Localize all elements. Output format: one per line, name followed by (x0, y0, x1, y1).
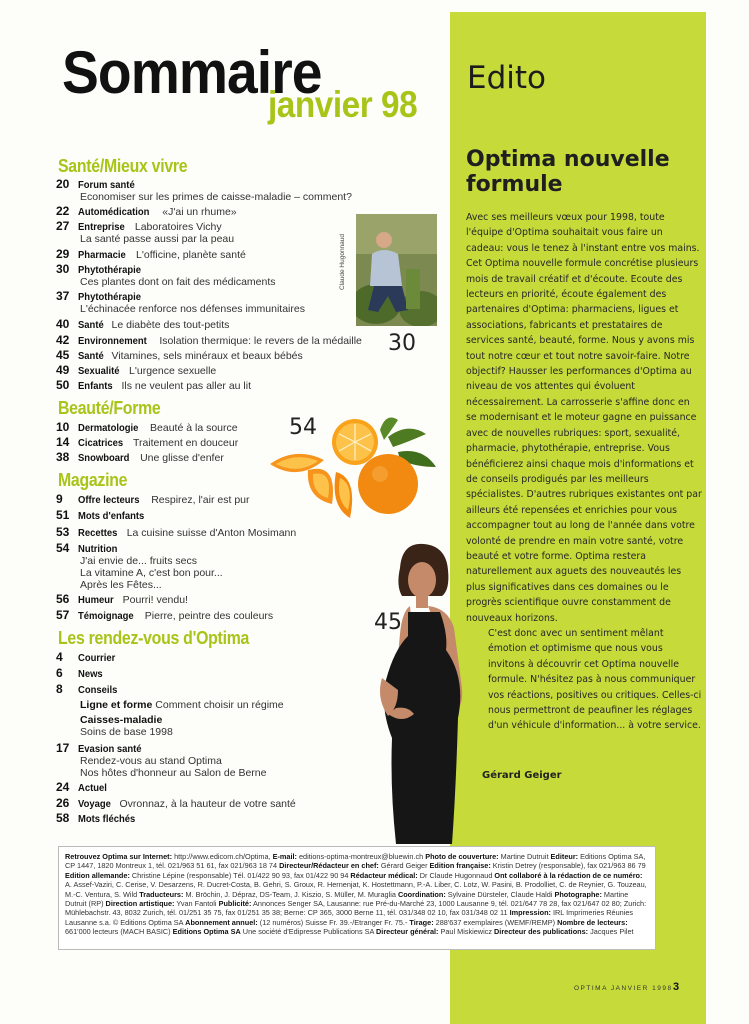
toc-page-number: 38 (56, 450, 70, 464)
toc-entry[interactable] (56, 290, 305, 315)
credits-box (58, 846, 656, 950)
credit-label: Abonnement annuel: (185, 917, 258, 927)
toc-page-number: 4 (56, 650, 63, 664)
toc-category: Conseils (78, 684, 118, 696)
toc-page-number: 6 (56, 666, 63, 680)
toc-category: Actuel (78, 782, 107, 794)
toc-entry[interactable] (56, 609, 273, 622)
toc-category: Humeur (78, 594, 114, 606)
toc-subtitle: La santé passe aussi par la peau (80, 233, 235, 245)
credit-label: Edition française: (429, 861, 491, 871)
toc-category: Offre lecteurs (78, 494, 140, 506)
edito-body (466, 210, 702, 734)
toc-entry[interactable] (56, 526, 296, 539)
credit-label: Traducteurs: (139, 889, 184, 899)
toc-text: Traitement en douceur (132, 437, 239, 449)
toc-category: Snowboard (78, 452, 130, 464)
toc-entry[interactable] (56, 781, 112, 794)
toc-page-number: 56 (56, 592, 70, 606)
toc-subtitle: L'échinacée renforce nos défenses immunitaires (80, 303, 305, 315)
credit-value: 661'000 lecteurs (MACH BASIC) (65, 927, 173, 937)
toc-category: Automédication (78, 206, 150, 218)
toc-category: Santé (78, 319, 104, 331)
edito-heading: Edito (467, 60, 546, 96)
toc-entry[interactable] (56, 248, 246, 261)
credit-value: Martine Dutruit (498, 852, 551, 861)
toc-page-number: 8 (56, 682, 63, 696)
toc-page-number: 58 (56, 811, 70, 825)
toc-subentry[interactable] (80, 714, 173, 738)
toc-category: Témoignage (78, 610, 134, 622)
credit-value: M. Bröchin, J. Dépraz, DS-Team, J. Kiszio, S. Müller, M. Muraglia (183, 889, 398, 899)
toc-category: Caisses-maladie (80, 714, 163, 726)
toc-page-number: 37 (56, 289, 70, 303)
toc-category: Evasion santé (78, 743, 142, 755)
credit-value: Editions Optima SA, CP 1447, 1820 Montreux 1, tél. 021/963 51 61, fax 021/963 18 74 (65, 852, 646, 871)
toc-category: Environnement (78, 335, 147, 347)
toc-category: Pharmacie (78, 249, 126, 261)
toc-entry[interactable] (56, 651, 121, 664)
credit-label: Editions Optima SA (172, 927, 241, 937)
credit-value[interactable]: http://www.edicom.ch/Optima, (172, 852, 273, 861)
toc-entry[interactable] (56, 509, 154, 522)
toc-text: L'officine, planète santé (136, 249, 246, 261)
toc-entry[interactable] (56, 667, 107, 680)
credit-value: 288'637 exemplaires (WEMF/REMP) (433, 917, 558, 927)
toc-entry[interactable] (56, 593, 188, 606)
section-heading-beaute: Beauté/Forme (58, 398, 161, 418)
toc-category: News (78, 668, 103, 680)
toc-page-number: 30 (56, 262, 70, 276)
toc-page-number: 57 (56, 608, 70, 622)
toc-text: Beauté à la source (150, 422, 238, 434)
credit-label: Direction artistique: (105, 899, 175, 909)
section-heading-magazine: Magazine (58, 470, 128, 490)
page-title: Sommaire (62, 39, 322, 106)
toc-category: Enfants (78, 380, 113, 392)
credit-label: Retrouvez Optima sur Internet: (65, 852, 173, 861)
footer-page-number: 3 (673, 981, 680, 993)
credit-value: Une société d'Edipresse Publications SA (240, 927, 377, 937)
toc-entry[interactable] (56, 220, 234, 245)
toc-page-number: 14 (56, 435, 70, 449)
toc-page-number: 20 (56, 177, 70, 191)
toc-entry[interactable] (56, 364, 216, 377)
credit-value: Gérard Geiger (378, 861, 430, 871)
toc-entry[interactable] (56, 451, 224, 464)
credit-value: Jacques Pilet (588, 927, 634, 937)
credit-label: Directeur des publications: (494, 927, 589, 937)
toc-category: Ligne et forme (80, 699, 153, 711)
toc-page-number: 50 (56, 378, 70, 392)
credit-label: Photographe: (554, 889, 602, 899)
toc-subtitle: J'ai envie de... fruits secs (80, 555, 197, 567)
credit-label: Rédacteur médical: (350, 870, 418, 880)
toc-category: Santé (78, 350, 104, 362)
toc-entry[interactable] (56, 263, 276, 288)
toc-page-number: 26 (56, 796, 70, 810)
credit-label: Publicité: (218, 899, 252, 909)
toc-subtitle: Rendez-vous au stand Optima (80, 755, 222, 767)
pregnant-woman-photo (362, 538, 474, 846)
edito-signature: Gérard Geiger (482, 770, 562, 781)
toc-text: Pierre, peintre des couleurs (144, 610, 274, 622)
toc-entry[interactable] (56, 178, 352, 203)
oranges-illustration (258, 412, 442, 522)
toc-category: Mots d'enfants (78, 510, 145, 522)
toc-page-number: 17 (56, 741, 70, 755)
credit-value: (12 numéros) Suisse Fr. 39.-/Etranger Fr. 75.- (257, 917, 410, 927)
credit-value: A. Assef-Vaziri, C. Cerise, V. Desarzens, R. Ducret-Costa, B. Gehri, S. Groux, R. Hernenjat, K. Hostettmann, P.-A. Liber, C. Lotz, W. Pasini, B. Prodolliet, C. de Reynier, G. Touzeau, M.-C. Ventura, S. Wild (65, 880, 647, 899)
toc-entry[interactable] (56, 436, 238, 449)
toc-subtitle: Après les Fêtes... (80, 579, 162, 591)
section-heading-sante: Santé/Mieux vivre (58, 156, 188, 176)
toc-page-number: 10 (56, 420, 70, 434)
toc-text: «J'ai un rhume» (162, 206, 237, 218)
credit-label: Ont collaboré à la rédaction de ce numéro: (494, 870, 643, 880)
edito-paragraph-2: C'est donc avec un sentiment mêlant émotion et optimisme que nous vous invitons à découvrir cet Optima nouvelle formule. N'hésitez pas à nous communiquer vos réactions, positives ou critiques. Celles-ci nous permettront de peaufiner les réglages d'un véhicule d'information... à votre service. (488, 627, 702, 732)
toc-text: Comment choisir un régime (155, 699, 284, 711)
toc-category: Entreprise (78, 221, 125, 233)
credit-value[interactable]: editions-optima-montreux@bluewin.ch (296, 852, 426, 861)
toc-entry[interactable] (56, 812, 144, 825)
photo-page-number: 30 (388, 331, 416, 356)
toc-entry[interactable] (56, 742, 266, 779)
photo-herbalist[interactable] (356, 214, 437, 326)
credit-label: Tirage: (409, 917, 434, 927)
toc-text: Ils ne veulent pas aller au lit (121, 380, 252, 392)
toc-category: Courrier (78, 652, 116, 664)
issue-date: janvier 98 (268, 84, 418, 125)
toc-category: Recettes (78, 527, 118, 539)
toc-entry[interactable] (56, 318, 229, 331)
woman-page-number: 45 (374, 610, 402, 635)
toc-text: Laboratoires Vichy (134, 221, 222, 233)
toc-page-number: 24 (56, 780, 70, 794)
credit-value: Christine Lépine (responsable) Tél. 01/422 90 93, fax 01/422 90 94 (129, 870, 351, 880)
toc-subentry[interactable] (80, 699, 284, 711)
toc-page-number: 40 (56, 317, 70, 331)
photo-herbalist-art (356, 214, 437, 326)
toc-category: Phytothérapie (78, 291, 142, 303)
credit-label: Editeur: (550, 852, 579, 861)
toc-page-number: 54 (56, 541, 70, 555)
toc-category: Dermatologie (78, 422, 139, 434)
toc-entry[interactable] (56, 421, 238, 434)
toc-text: L'urgence sexuelle (129, 365, 217, 377)
credit-label: E-mail: (272, 852, 297, 861)
toc-page-number: 49 (56, 363, 70, 377)
toc-entry[interactable] (56, 493, 250, 506)
credit-value: Paul Miskiewicz (438, 927, 495, 937)
toc-subtitle: Ces plantes dont on fait des médicaments (80, 276, 276, 288)
credit-label: Nombre de lecteurs: (557, 917, 628, 927)
toc-page-number: 51 (56, 508, 70, 522)
credit-value: IRL Imprimeries Réunies Lausanne s.a. © Editions Optima SA (65, 908, 634, 927)
toc-page-number: 9 (56, 492, 63, 506)
credit-label: Directeur/Rédacteur en chef: (279, 861, 379, 871)
credit-value: Martine Dutruit (RP) (65, 889, 629, 909)
credit-value: Dr Claude Hugonnaud (417, 870, 495, 880)
toc-entry[interactable] (56, 349, 303, 362)
toc-text: Le diabète des tout-petits (111, 319, 230, 331)
edito-title: Optima nouvelle formule (466, 147, 670, 197)
section-heading-rendez-vous: Les rendez-vous d'Optima (58, 628, 250, 648)
credit-label: Impression: (509, 908, 551, 918)
toc-subtitle: Economiser sur les primes de caisse-maladie – comment? (80, 191, 352, 203)
footer-magazine-name: OPTIMA JANVIER 1998 (574, 985, 673, 992)
toc-entry[interactable] (56, 542, 223, 591)
toc-category: Cicatrices (78, 437, 124, 449)
toc-category: Sexualité (78, 365, 120, 377)
toc-category: Forum santé (78, 179, 135, 191)
credit-label: Photo de couverture: (425, 852, 499, 861)
credit-value: Yvan Fantoli (174, 899, 219, 909)
toc-entry[interactable] (56, 334, 362, 347)
credit-value: Annonces Senger SA, Lausanne: rue Pré-du-Marché 23, 1000 Lausanne 9, tél. 021/647 78 28, fax 021/647 02 80; Zurich: Mühlebachstr. 43, 8032 Zurich, tél. 01/251 35 75, fax 01/251 35 38; Berne: CP 365, 3000 Berne 11, tél. 031/348 02 10, fax 031/348 02 11 (65, 899, 647, 918)
oranges-page-number: 54 (289, 415, 317, 440)
credit-label: Directeur général: (376, 927, 439, 937)
toc-entry[interactable] (56, 205, 237, 218)
toc-page-number: 27 (56, 219, 70, 233)
toc-page-number: 53 (56, 525, 70, 539)
toc-page-number: 22 (56, 204, 70, 218)
toc-entry[interactable] (56, 797, 296, 810)
toc-text: Ovronnaz, à la hauteur de votre santé (119, 798, 296, 810)
photo-credit: Claude Hugonnaud (339, 233, 346, 290)
credit-value: Sylvaine Dürsteler, Claude Haldi (445, 889, 555, 899)
toc-page-number: 29 (56, 247, 70, 261)
toc-text: Respirez, l'air est pur (151, 494, 250, 506)
toc-entry[interactable] (56, 683, 124, 696)
toc-page-number: 45 (56, 348, 70, 362)
toc-category: Voyage (78, 798, 111, 810)
credit-label: Coordination: (397, 889, 446, 899)
toc-text: La cuisine suisse d'Anton Mosimann (126, 527, 297, 539)
toc-subtitle: Nos hôtes d'honneur au Salon de Berne (80, 767, 267, 779)
toc-subtitle: Soins de base 1998 (80, 726, 173, 738)
toc-text: Une glisse d'enfer (140, 452, 224, 464)
toc-subtitle: La vitamine A, c'est bon pour... (80, 567, 223, 579)
toc-text: Isolation thermique: le revers de la médaille (159, 335, 362, 347)
toc-category: Nutrition (78, 543, 118, 555)
toc-text: Pourri! vendu! (122, 594, 188, 606)
toc-category: Phytothérapie (78, 264, 142, 276)
toc-entry[interactable] (56, 379, 251, 392)
toc-page-number: 42 (56, 333, 70, 347)
credit-label: Edition allemande: (65, 870, 130, 880)
toc-text: Vitamines, sels minéraux et beaux bébés (111, 350, 303, 362)
toc-category: Mots fléchés (78, 813, 136, 825)
credit-value: Kristin Detrey (responsable), fax 021/963 86 79 (490, 861, 646, 871)
edito-paragraph-1: Avec ses meilleurs vœux pour 1998, toute l'équipe d'Optima souhaitait vous faire un cadeau: vous le tenez à l'instant entre vos mains. Cet Optima nouvelle formule concrétise plusieurs mois de travail créatif et d'écoute. Ecoute des lecteurs en priorité, écoute également des partenaires d'Optima: pharmaciens, ligues et associations, fabricants et prestataires de services santé, beauté, forme. Nous y avons mis tout notre cœur et tout notre savoir-faire. Notre objectif? Hausser les performances d'Optima au niveau de vos attentes qui évoluent nécessairement. La carrosserie s'affine donc en se modernisant et le moteur gagne en puissance avec de nouvelles rubriques: sport, sexualité, pharmacie, phytothérapie, entreprise. Vous bénéficierez ainsi chaque mois d'informations et de conseils prodigués par les meilleurs spécialistes. D'autres rubriques existantes ont par ailleurs été repensées et enrichies pour vous accompagner tout au long de l'année dans votre volonté de prendre en main votre santé, votre beauté et votre forme. Optima restera naturellement aux aguets des nouveautés les plus significatives dans ces domaines ou le progrès scientifique ouvre constamment de nouveaux horizons. (466, 212, 702, 624)
